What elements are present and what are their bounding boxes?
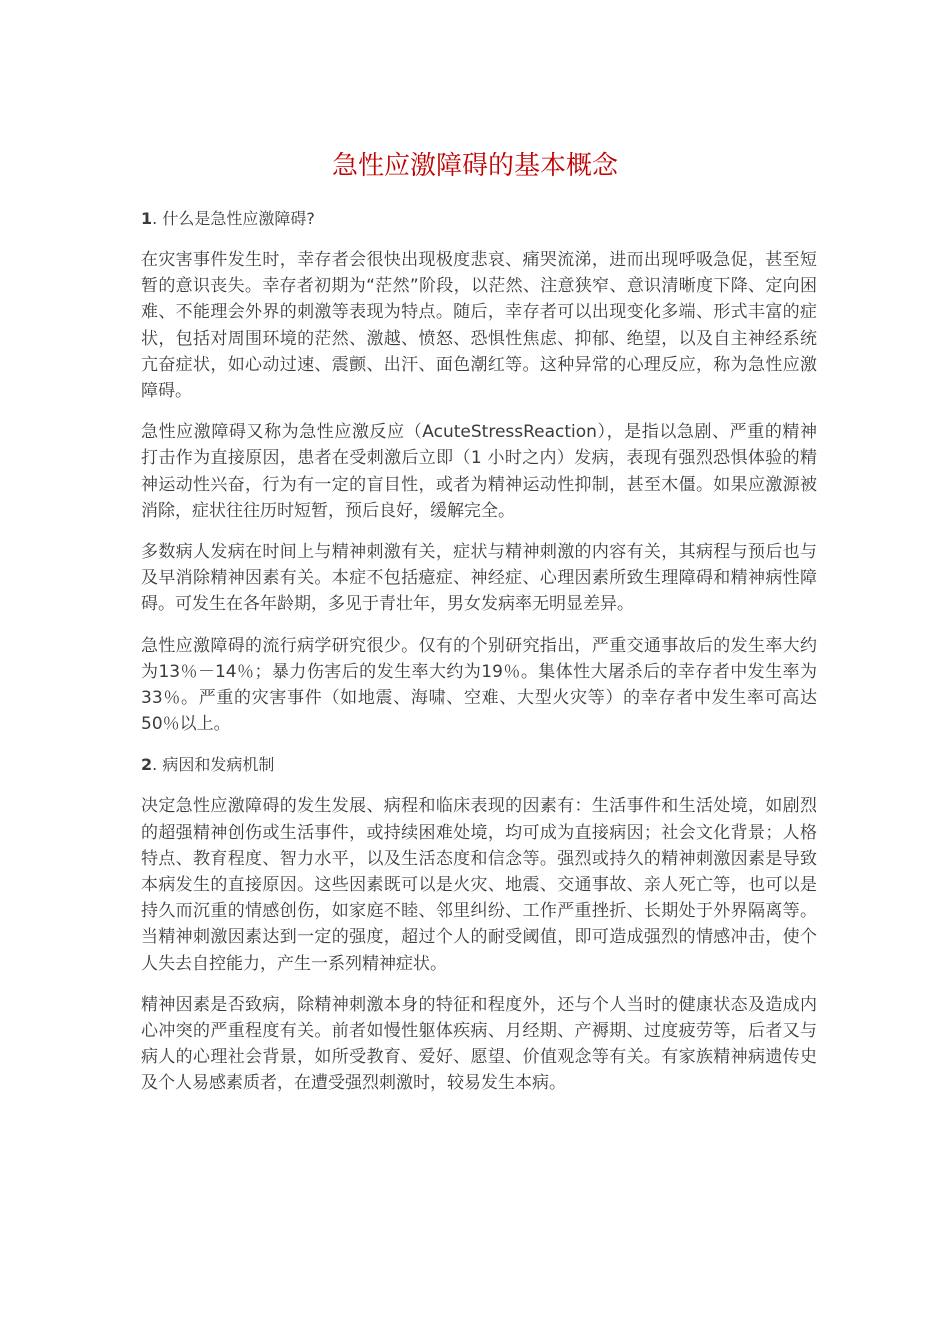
paragraph: 急性应激障碍又称为急性应激反应（AcuteStressReaction），是指以急剧、严重的精神打击作为直接原因，患者在受刺激后立即（1 小时之内）发病，表现有强烈恐惧体验的精神运动性兴奋，行为有一定的盲目性，或者为精神运动性抑制，甚至木僵。如果应激源被消除，症状往往历时短暂，预后良好，缓解完全。 (141, 422, 817, 521)
section-heading-2 (141, 752, 817, 778)
section-number: 2 (141, 755, 153, 775)
section-heading-text: . 病因和发病机制 (152, 755, 275, 775)
paragraph: 决定急性应激障碍的发生发展、病程和临床表现的因素有：生活事件和生活处境，如剧烈的超强精神创伤或生活事件，或持续困难处境，均可成为直接病因；社会文化背景；人格特点、教育程度、智力水平，以及生活态度和信念等。强烈或持久的精神刺激因素是导致本病发生的直接原因。这些因素既可以是火灾、地震、交通事故、亲人死亡等，也可以是持久而沉重的情感创伤，如家庭不睦、邻里纠纷、工作严重挫折、长期处于外界隔离等。当精神刺激因素达到一定的强度，超过个人的耐受阈值，即可造成强烈的情感冲击，使个人失去自控能力，产生一系列精神症状。 (141, 796, 817, 974)
section-heading-text: . 什么是急性应激障碍? (152, 209, 315, 228)
section-number: 1 (141, 209, 153, 228)
document-body (141, 206, 817, 1112)
paragraph: 多数病人发病在时间上与精神刺激有关，症状与精神刺激的内容有关，其病程与预后也与及早消除精神因素有关。本症不包括癔症、神经症、心理因素所致生理障碍和精神病性障碍。可发生在各年龄期，多见于青壮年，男女发病率无明显差异。 (141, 542, 817, 615)
paragraph: 在灾害事件发生时，幸存者会很快出现极度悲哀、痛哭流涕，进而出现呼吸急促，甚至短暂的意识丧失。幸存者初期为“茫然”阶段，以茫然、注意狭窄、意识清晰度下降、定向困难、不能理会外界的刺激等表现为特点。随后，幸存者可以出现变化多端、形式丰富的症状，包括对周围环境的茫然、激越、愤怒、恐惧性焦虑、抑郁、绝望，以及自主神经系统亢奋症状，如心动过速、震颤、出汗、面色潮红等。这种异常的心理反应，称为急性应激障碍。 (141, 250, 817, 402)
page-title: 急性应激障碍的基本概念 (331, 151, 618, 181)
section-heading-1 (141, 206, 817, 232)
paragraph: 急性应激障碍的流行病学研究很少。仅有的个别研究指出，严重交通事故后的发生率大约为13％－14％；暴力伤害后的发生率大约为19％。集体性大屠杀后的幸存者中发生率为33％。严重的灾害事件（如地震、海啸、空难、大型火灾等）的幸存者中发生率可高达 50％以上。 (141, 635, 817, 735)
paragraph: 精神因素是否致病，除精神刺激本身的特征和程度外，还与个人当时的健康状态及造成内心冲突的严重程度有关。前者如慢性躯体疾病、月经期、产褥期、过度疲劳等，后者又与病人的心理社会背景，如所受教育、爱好、愿望、价值观念等有关。有家族精神病遗传史及个人易感素质者，在遭受强烈刺激时，较易发生本病。 (141, 994, 817, 1094)
